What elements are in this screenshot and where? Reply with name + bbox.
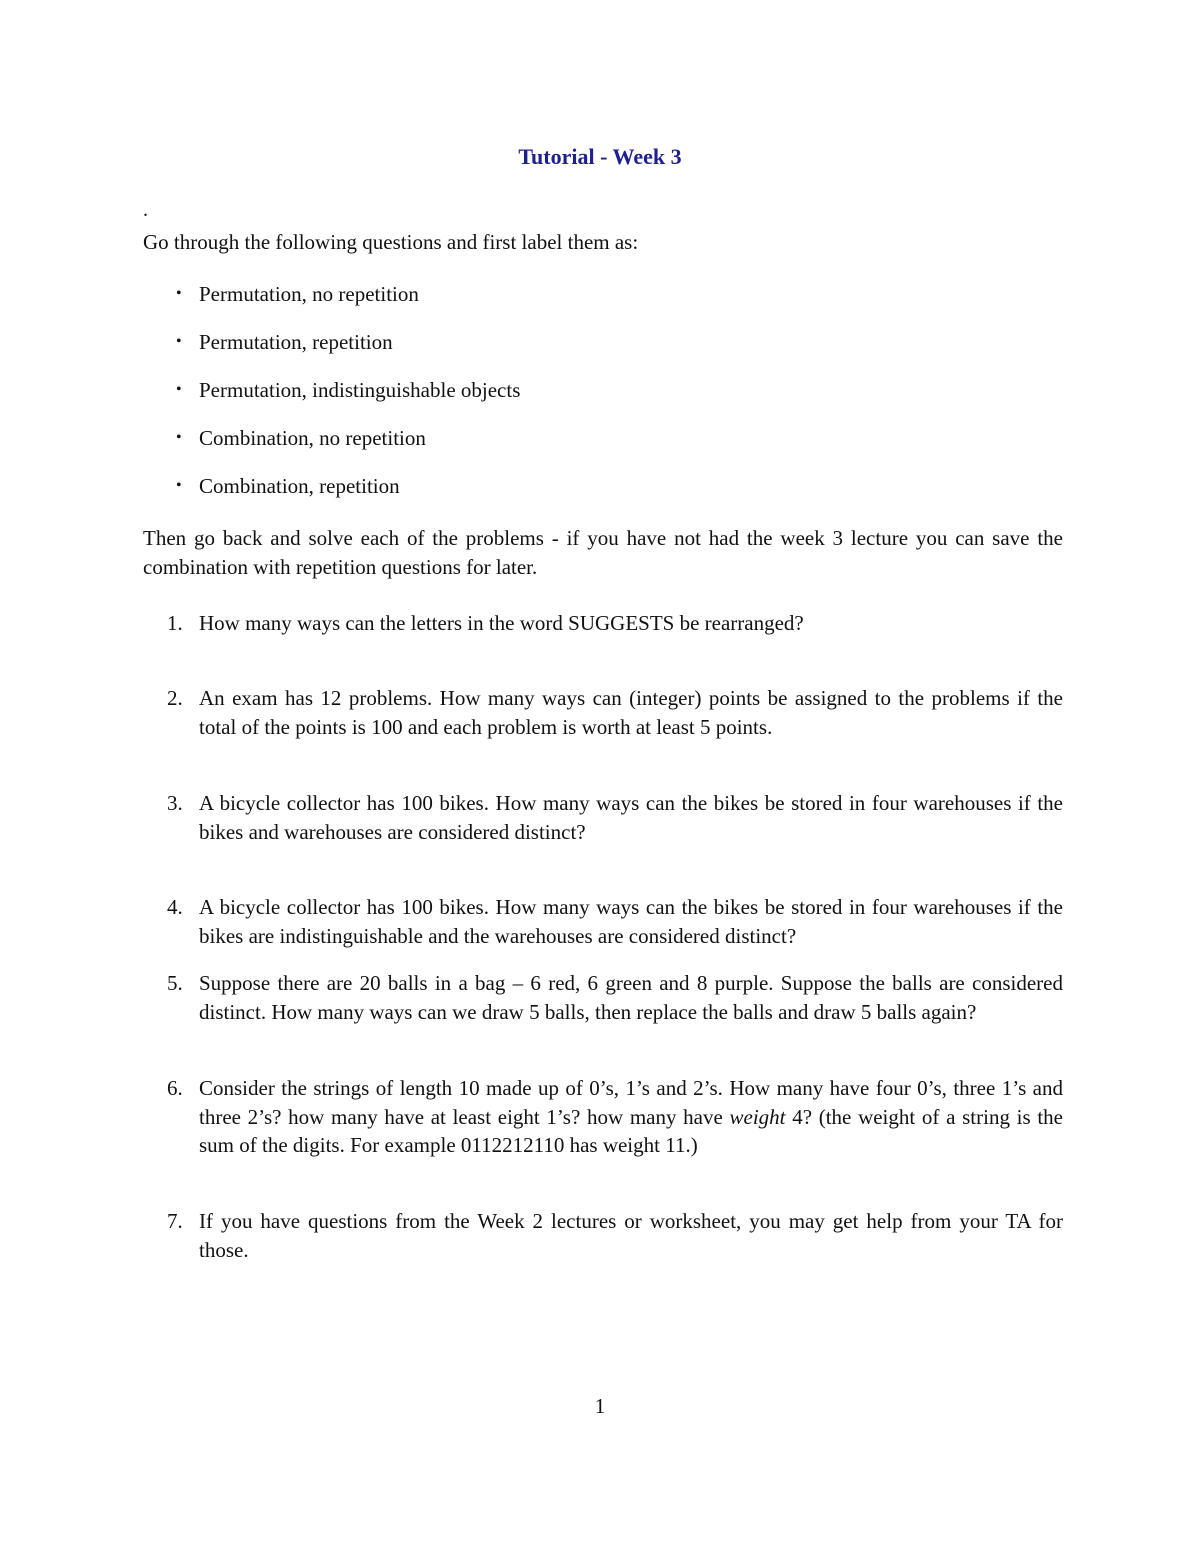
question-text: Suppose there are 20 balls in a bag – 6 red, 6 green and 8 purple. Suppose the balls are considered distinct. How many ways can we draw 5 balls, then replace the balls and draw 5 balls again? xyxy=(199,971,1063,1024)
category-label: Permutation, indistinguishable objects xyxy=(199,378,521,402)
instructions-paragraph: Then go back and solve each of the problems - if you have not had the week 3 lecture you can save the combination with repetition questions for later. xyxy=(143,526,1063,579)
intro-text: Go through the following questions and first label them as: xyxy=(143,230,639,254)
category-item xyxy=(176,472,520,520)
question-number: 4. xyxy=(167,895,183,919)
emphasized-term: weight xyxy=(729,1104,786,1129)
bullet-icon: • xyxy=(176,429,182,446)
bullet-icon: • xyxy=(176,333,182,350)
stray-period: . xyxy=(143,199,148,221)
question-text: A bicycle collector has 100 bikes. How many ways can the bikes be stored in four warehouses if the bikes and warehouses are considered distinct? xyxy=(199,791,1063,844)
question-number: 3. xyxy=(167,791,183,815)
question-number: 5. xyxy=(167,971,183,995)
category-list xyxy=(176,280,520,520)
category-label: Permutation, repetition xyxy=(199,330,393,354)
question-3 xyxy=(143,789,1063,846)
page-number: 1 xyxy=(594,1394,606,1418)
question-number: 7. xyxy=(167,1209,183,1233)
category-item xyxy=(176,280,520,328)
question-7 xyxy=(143,1207,1063,1264)
question-2 xyxy=(143,684,1063,741)
question-text: An exam has 12 problems. How many ways can (integer) points be assigned to the problems if the total of the points is 100 and each problem is worth at least 5 points. xyxy=(199,686,1063,739)
question-number: 2. xyxy=(167,686,183,710)
question-text: If you have questions from the Week 2 lectures or worksheet, you may get help from your TA for those. xyxy=(199,1209,1063,1262)
document-title: Tutorial - Week 3 xyxy=(518,144,682,169)
bullet-icon: • xyxy=(176,381,182,398)
bullet-icon: • xyxy=(176,285,182,302)
category-item xyxy=(176,328,520,376)
question-5 xyxy=(143,969,1063,1026)
category-item xyxy=(176,424,520,472)
question-4 xyxy=(143,893,1063,950)
question-text: A bicycle collector has 100 bikes. How many ways can the bikes be stored in four warehouses if the bikes are indistinguishable and the warehouses are considered distinct? xyxy=(199,895,1063,948)
category-label: Permutation, no repetition xyxy=(199,282,419,306)
question-text xyxy=(199,1074,1063,1160)
category-item xyxy=(176,376,520,424)
question-text-part: 4? (the weight of a string is the sum of the digits. For example 0112212110 has weight 11.) xyxy=(199,1104,1064,1157)
question-text-part: Consider the strings of length 10 made up of 0’s, 1’s and 2’s. How many have four 0’s, three 1’s and three 2’s? how many have at least eight 1’s? how many have xyxy=(199,1076,1063,1129)
bullet-icon: • xyxy=(176,477,182,494)
category-label: Combination, repetition xyxy=(199,474,400,498)
category-label: Combination, no repetition xyxy=(199,426,426,450)
question-6 xyxy=(143,1074,1063,1160)
question-number: 1. xyxy=(167,611,183,635)
question-1 xyxy=(143,609,1063,638)
question-number: 6. xyxy=(167,1076,183,1100)
question-text: How many ways can the letters in the word SUGGESTS be rearranged? xyxy=(199,611,804,635)
